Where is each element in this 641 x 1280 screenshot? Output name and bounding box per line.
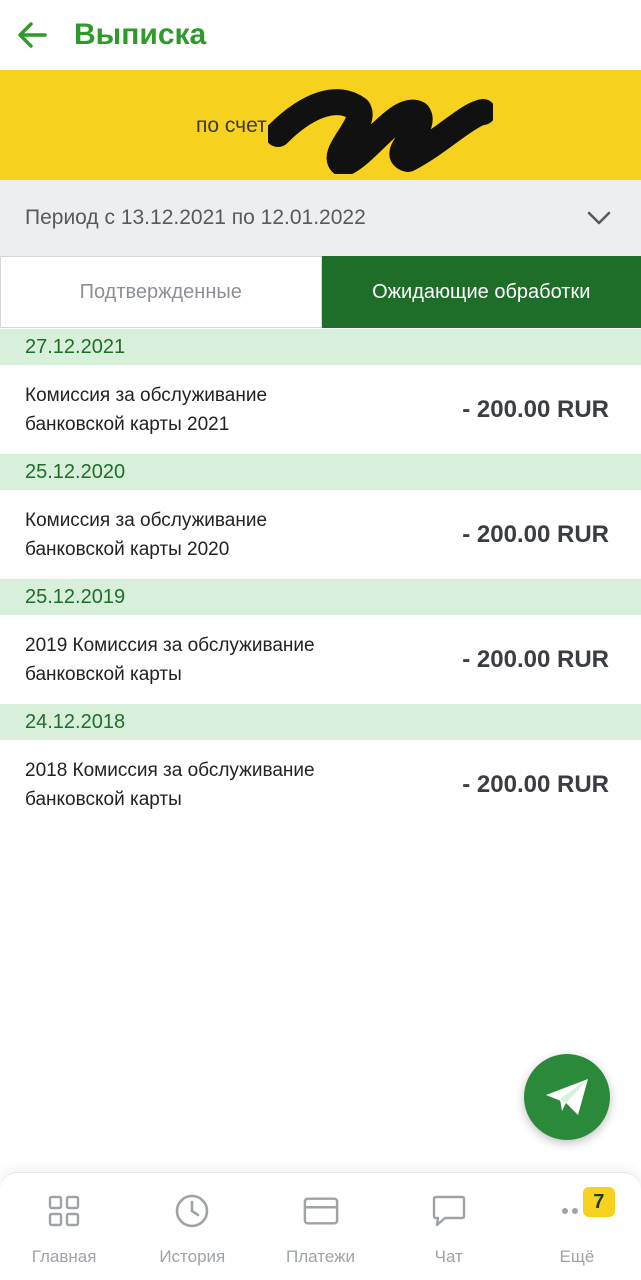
transaction-description: 2018 Комиссия за обслуживание банковской карты bbox=[25, 759, 315, 810]
transaction-amount: - 200.00 RUR bbox=[462, 645, 609, 673]
transaction-row[interactable] bbox=[0, 365, 641, 454]
chevron-down-icon bbox=[579, 211, 619, 225]
tab-pending[interactable]: Ожидающие обработки bbox=[322, 256, 641, 328]
transaction-amount: - 200.00 RUR bbox=[462, 770, 609, 798]
transaction-description: 2019 Комиссия за обслуживание банковской карты bbox=[25, 634, 315, 685]
nav-label: Платежи bbox=[286, 1247, 355, 1266]
nav-item-history[interactable] bbox=[128, 1173, 256, 1280]
nav-label: Ещё bbox=[559, 1247, 595, 1266]
date-label: 24.12.2018 bbox=[25, 710, 126, 733]
back-button[interactable] bbox=[0, 0, 64, 70]
bottom-navigation bbox=[0, 1172, 641, 1280]
nav-label: История bbox=[159, 1247, 226, 1266]
status-tabs bbox=[0, 256, 641, 328]
page-title: Выписка bbox=[74, 18, 207, 51]
date-label: 25.12.2019 bbox=[25, 585, 126, 608]
transaction-description: Комиссия за обслуживание банковской карты 2021 bbox=[25, 384, 268, 435]
date-header bbox=[0, 454, 641, 490]
date-label: 25.12.2020 bbox=[25, 460, 126, 483]
grid-icon bbox=[46, 1193, 82, 1229]
transaction-row[interactable] bbox=[0, 490, 641, 579]
arrow-left-icon bbox=[17, 22, 47, 48]
send-fab-button[interactable] bbox=[524, 1054, 610, 1140]
transaction-amount: - 200.00 RUR bbox=[462, 395, 609, 423]
period-text: Период с 13.12.2021 по 12.01.2022 bbox=[25, 206, 366, 229]
paper-plane-icon bbox=[544, 1077, 590, 1117]
transaction-amount: - 200.00 RUR bbox=[462, 520, 609, 548]
nav-item-chat[interactable] bbox=[385, 1173, 513, 1280]
nav-item-more[interactable] bbox=[513, 1173, 641, 1280]
card-icon bbox=[303, 1193, 339, 1229]
date-header bbox=[0, 329, 641, 365]
redaction-scribble bbox=[268, 84, 493, 174]
transaction-description: Комиссия за обслуживание банковской карты 2020 bbox=[25, 509, 268, 560]
nav-item-payments[interactable] bbox=[256, 1173, 384, 1280]
date-header bbox=[0, 579, 641, 615]
notification-badge: 7 bbox=[583, 1187, 615, 1217]
top-app-bar bbox=[0, 0, 641, 70]
transaction-row[interactable] bbox=[0, 740, 641, 829]
period-selector[interactable] bbox=[0, 180, 641, 256]
account-label: по счет bbox=[196, 114, 267, 137]
nav-item-home[interactable] bbox=[0, 1173, 128, 1280]
tab-confirmed[interactable]: Подтвержденные bbox=[0, 256, 322, 328]
chat-icon bbox=[431, 1193, 467, 1229]
transaction-row[interactable] bbox=[0, 615, 641, 704]
account-banner bbox=[0, 70, 641, 180]
nav-label: Чат bbox=[434, 1247, 463, 1266]
nav-label: Главная bbox=[31, 1247, 97, 1266]
date-header bbox=[0, 704, 641, 740]
date-label: 27.12.2021 bbox=[25, 335, 126, 358]
clock-icon bbox=[174, 1193, 210, 1229]
